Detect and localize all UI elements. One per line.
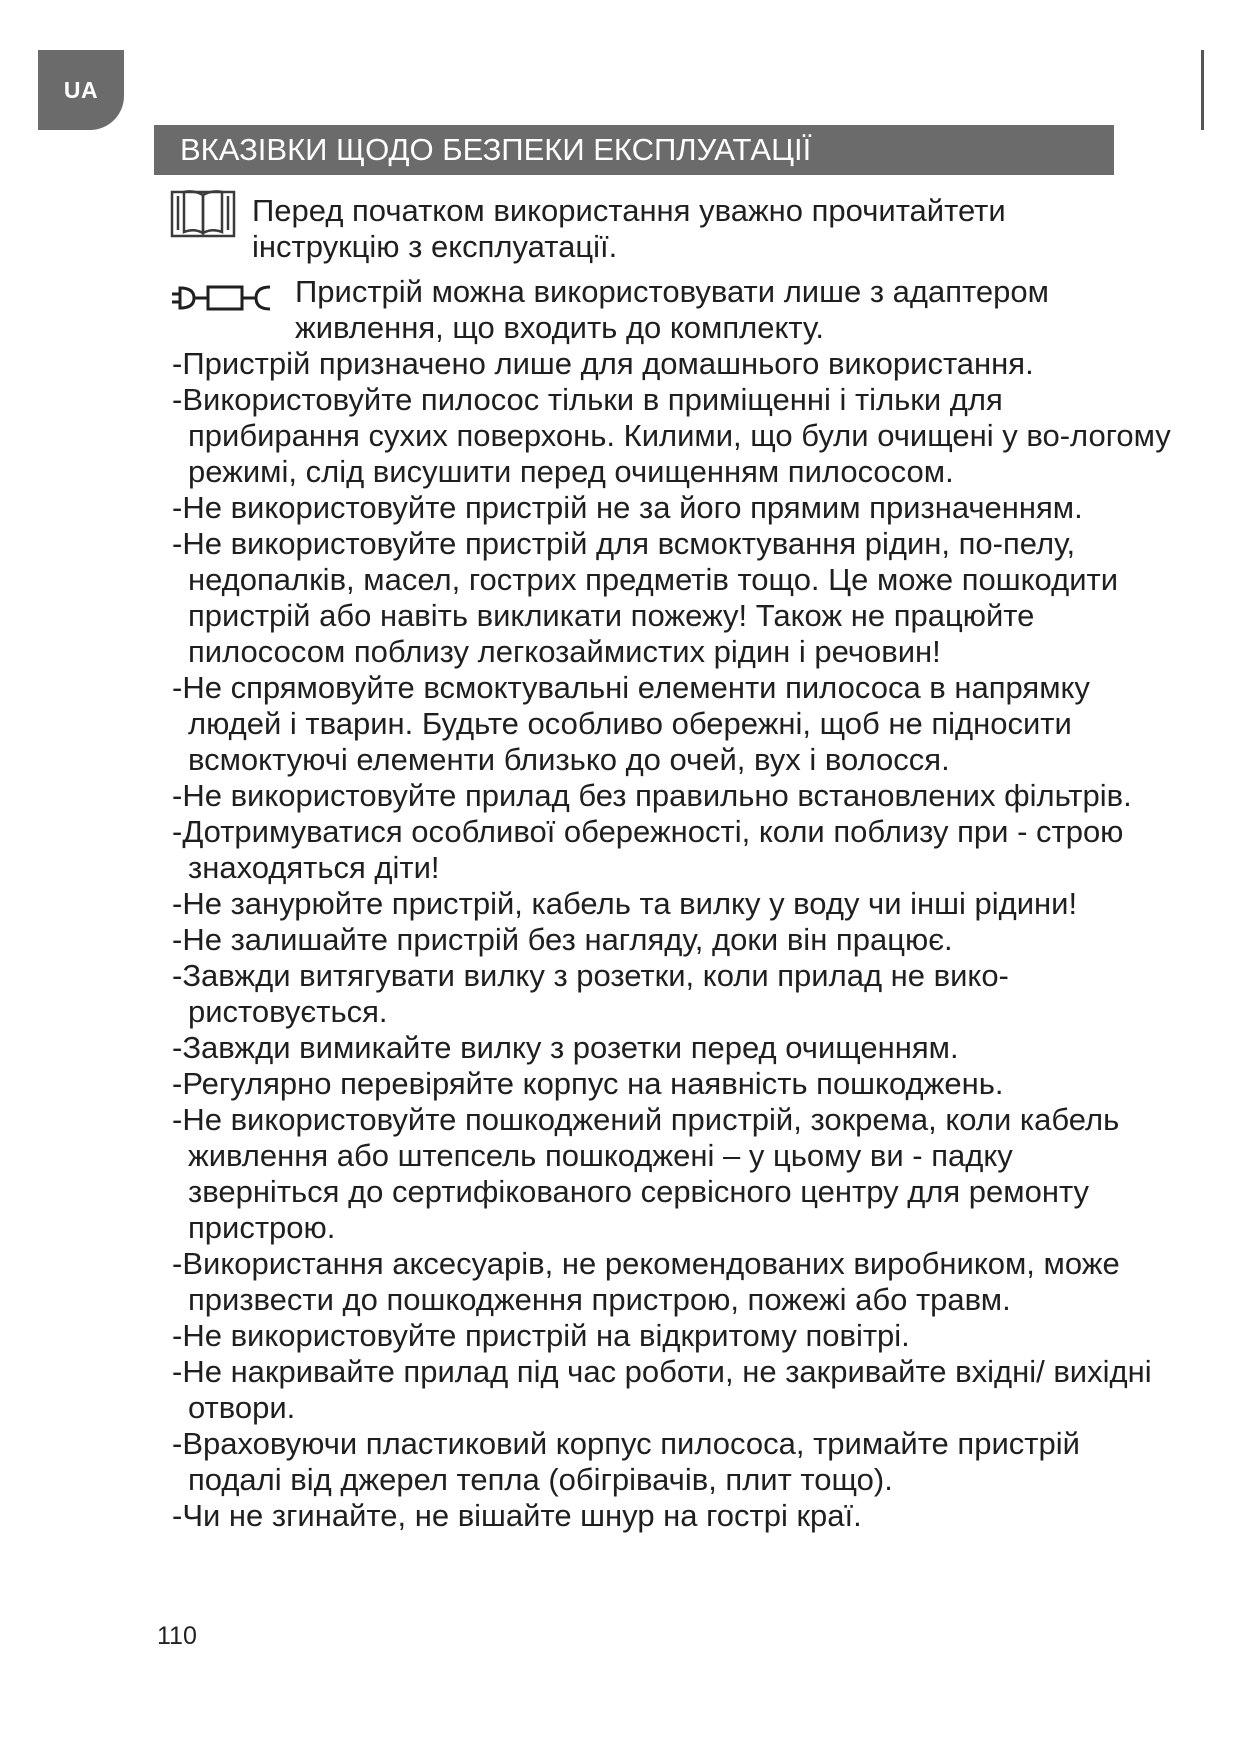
language-tab: UA <box>38 50 124 130</box>
list-item: -Не спрямовуйте всмоктувальні елементи пилососа в напрямку людей і тварин. Будьте особливо обережні, щоб не підносити всмоктуючі елементи близько до очей, вух і волосся. <box>172 670 1090 777</box>
safety-rules-list <box>172 346 1172 1534</box>
page-edge-divider <box>1201 50 1204 130</box>
book-icon <box>170 188 236 238</box>
list-item: -Враховуючи пластиковий корпус пилососа, тримайте пристрій подалі від джерел тепла (обігрівачів, плит тощо). <box>172 1426 1080 1497</box>
list-item: -Пристрій призначено лише для домашнього використання. <box>172 346 1034 381</box>
page-number: 110 <box>157 1622 197 1650</box>
list-item: -Не використовуйте пошкоджений пристрій, зокрема, коли кабель живлення або штепсель пошкоджені – у цьому ви - падку зверніться до сертифікованого сервісного центру для ремонту пристрою. <box>172 1102 1120 1245</box>
power-adapter-icon <box>170 283 282 313</box>
list-item: -Не накривайте прилад під час роботи, не закривайте вхідні/ вихідні отвори. <box>172 1354 1152 1425</box>
list-item: -Дотримуватися особливої обережності, коли поблизу при - строю знаходяться діти! <box>172 814 1124 885</box>
section-title: ВКАЗІВКИ ЩОДО БЕЗПЕКИ ЕКСПЛУАТАЦІЇ <box>154 125 1114 175</box>
list-item: -Не використовуйте пристрій для всмоктування рідин, по-пелу, недопалків, масел, гострих предметів тощо. Це може пошкодити пристрій або навіть викликати пожежу! Також не працюйте пилососом поблизу легкозаймистих рідин і речовин! <box>172 526 1119 669</box>
list-item: -Використання аксесуарів, не рекомендованих виробником, може призвести до пошкодження пристрою, пожежі або травм. <box>172 1246 1120 1317</box>
notice-read-manual: Перед початком використання уважно прочитайтети інструкцію з експлуатації. <box>252 193 1006 264</box>
list-item: -Не занурюйте пристрій, кабель та вилку у воду чи інші рідини! <box>172 886 1078 921</box>
list-item: -Завжди витягувати вилку з розетки, коли прилад не вико-ристовується. <box>172 958 1009 1029</box>
list-item: -Чи не згинайте, не вішайте шнур на гострі краї. <box>172 1498 862 1533</box>
list-item: -Використовуйте пилосос тільки в приміщенні і тільки для прибирання сухих поверхонь. Килими, що були очищені у во-логому режимі, слід висушити перед очищенням пилососом. <box>172 382 1171 489</box>
list-item: -Не використовуйте прилад без правильно встановлених фільтрів. <box>172 778 1132 813</box>
list-item: -Не використовуйте пристрій на відкритому повітрі. <box>172 1318 910 1353</box>
notice-power-adapter: Пристрій можна використовувати лише з адаптером живлення, що входить до комплекту. <box>295 274 1049 345</box>
list-item: -Не залишайте пристрій без нагляду, доки він працює. <box>172 922 953 957</box>
list-item: -Регулярно перевіряйте корпус на наявність пошкоджень. <box>172 1066 1004 1101</box>
list-item: -Завжди вимикайте вилку з розетки перед очищенням. <box>172 1030 959 1065</box>
list-item: -Не використовуйте пристрій не за його прямим призначенням. <box>172 490 1083 525</box>
